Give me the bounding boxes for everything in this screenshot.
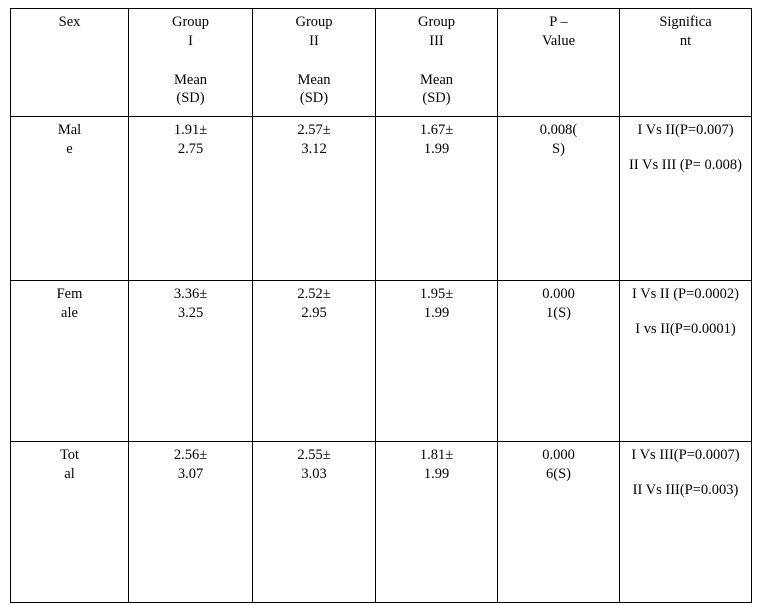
cell-group-1-mean: 1.91± [173,122,208,138]
header-label-sd-2: (SD) [299,90,329,107]
cell-group-2 [253,442,376,603]
table-header [11,9,752,117]
header-label-p-value-line2: Value [541,32,575,49]
cell-group-1-mean: 2.56± [173,447,208,463]
cell-significant [620,281,752,442]
cell-group-2 [253,281,376,442]
table-row [11,442,752,603]
header-label-group-1-line2: I [188,32,193,49]
cell-p-value-line1: 0.008( [539,122,578,138]
cell-group-1-sd: 3.25 [177,304,204,321]
cell-significant-item: II Vs III (P= 0.008) [628,156,743,173]
cell-sex [11,117,129,281]
cell-group-3-sd: 1.99 [423,304,450,321]
cell-group-2-sd: 2.95 [301,304,327,321]
header-cell-p-value [498,9,620,117]
cell-significant [620,117,752,281]
cell-sex [11,442,129,603]
cell-p-value [498,117,620,281]
statistics-table [10,8,752,603]
cell-group-2-sd: 3.03 [301,465,327,482]
header-cell-group-3 [376,9,498,67]
cell-sex-line1: Tot [59,447,80,463]
cell-p-value-line1: 0.000 [542,286,575,302]
cell-p-value [498,281,620,442]
header-row-group [11,9,752,67]
header-label-group-3-line2: III [429,32,444,49]
header-label-group-3-line1: Group [417,14,456,30]
header-label-mean-2: Mean [297,71,331,88]
cell-p-value-line2: 1(S) [546,304,571,321]
cell-p-value-line2: 6(S) [546,465,571,482]
header-cell-significant [620,9,752,117]
header-label-group-2-line1: Group [295,14,333,30]
header-cell-mean-sd-1 [129,67,253,117]
cell-significant-item: I Vs II(P=0.007) [637,122,734,138]
cell-sex-line1: Mal [57,122,82,138]
header-label-sd-3: (SD) [422,90,451,107]
cell-group-2-mean: 2.57± [297,122,331,138]
table-body [11,117,752,603]
cell-group-3 [376,442,498,603]
table-row [11,281,752,442]
cell-p-value [498,442,620,603]
header-cell-group-1 [129,9,253,67]
cell-significant-item: I Vs II (P=0.0002) [632,286,739,302]
header-cell-sex [11,9,129,117]
header-label-group-2-line2: II [309,32,319,49]
table-row [11,117,752,281]
cell-group-1 [129,281,253,442]
header-cell-mean-sd-2 [253,67,376,117]
cell-group-3-mean: 1.95± [419,286,454,302]
cell-sex-line2: al [64,465,75,482]
header-label-sex: Sex [58,14,81,30]
cell-group-3-mean: 1.81± [419,447,454,463]
header-label-group-1-line1: Group [171,14,210,30]
cell-p-value-line2: S) [552,140,565,157]
cell-sex-line1: Fem [56,286,83,302]
cell-group-1-mean: 3.36± [173,286,208,302]
cell-significant-item: I vs II(P=0.0001) [635,320,736,337]
cell-group-2 [253,117,376,281]
cell-group-3-sd: 1.99 [423,140,450,157]
cell-significant-item: II Vs III(P=0.003) [632,481,739,498]
header-cell-group-2 [253,9,376,67]
cell-significant-item: I Vs III(P=0.0007) [631,447,740,463]
header-label-significant-line2: nt [679,32,692,49]
cell-significant [620,442,752,603]
header-label-mean-3: Mean [419,71,453,88]
header-cell-mean-sd-3 [376,67,498,117]
header-label-p-value-line1: P – [549,14,568,30]
cell-group-1-sd: 2.75 [177,140,204,157]
cell-sex-line2: e [66,140,73,157]
cell-sex-line2: ale [61,304,78,321]
cell-group-3-sd: 1.99 [423,465,450,482]
header-label-significant-line1: Significa [659,14,712,30]
cell-group-1-sd: 3.07 [177,465,204,482]
cell-group-3 [376,281,498,442]
cell-sex [11,281,129,442]
header-label-sd-1: (SD) [176,90,205,107]
cell-group-2-sd: 3.12 [301,140,327,157]
cell-group-2-mean: 2.55± [297,447,331,463]
cell-p-value-line1: 0.000 [542,447,575,463]
header-label-mean-1: Mean [173,71,207,88]
cell-group-2-mean: 2.52± [297,286,331,302]
cell-group-1 [129,442,253,603]
cell-group-3-mean: 1.67± [419,122,454,138]
cell-group-3 [376,117,498,281]
cell-group-1 [129,117,253,281]
